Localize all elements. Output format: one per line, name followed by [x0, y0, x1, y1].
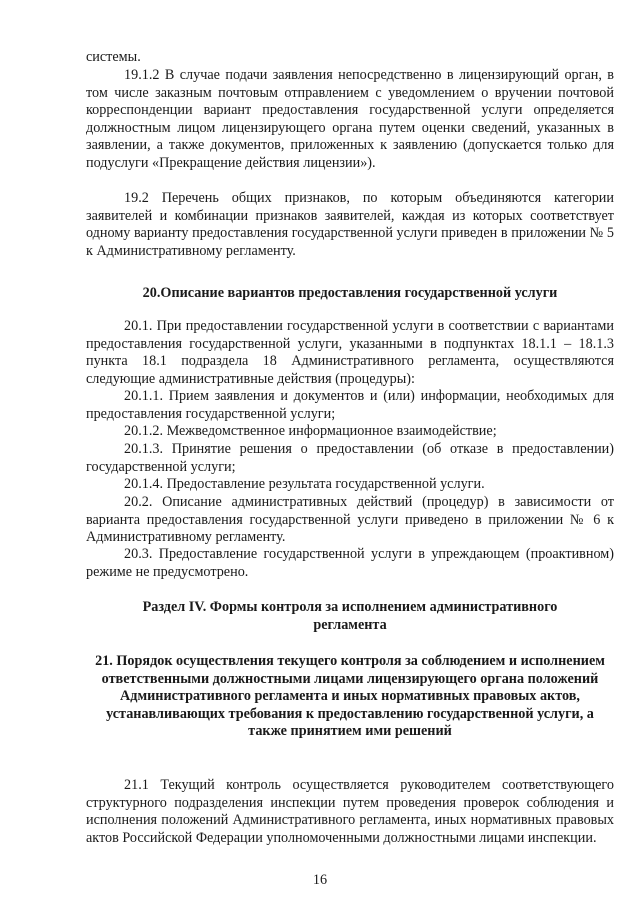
paragraph-20-3: 20.3. Предоставление государственной услуги в упреждающем (проактивном) режиме не предусмотрено.	[86, 546, 614, 580]
paragraph-20-2: 20.2. Описание административных действий (процедур) в зависимости от варианта предоставления государственной услуги приведено в приложении № 6 к Административному регламенту.	[86, 494, 614, 545]
paragraph-20-1-2: 20.1.2. Межведомственное информационное взаимодействие;	[124, 423, 497, 439]
paragraph-21-1: 21.1 Текущий контроль осуществляется руководителем соответствующего структурного подразделения инспекции путем проведения проверок соблюдения и исполнения положений Административного регламента, иных нормативных правовых актов Российской Федерации уполномоченными должностными лицами инспекции.	[86, 777, 614, 846]
paragraph-20-1: 20.1. При предоставлении государственной услуги в соответствии с вариантами предоставления государственной услуги, указанными в подпунктах 18.1.1 – 18.1.3 пункта 18.1 подраздела 18 Административного регламента, осуществляются следующие административные действия (процедуры):	[86, 318, 614, 387]
paragraph-20-1-4: 20.1.4. Предоставление результата государственной услуги.	[124, 476, 485, 492]
paragraph-continuation: системы.	[86, 49, 141, 65]
page-number: 16	[312, 872, 328, 888]
section-heading-razdel-4: Раздел IV. Формы контроля за исполнением административного регламента	[142, 599, 558, 633]
section-heading-20: 20.Описание вариантов предоставления государственной услуги	[142, 285, 558, 301]
paragraph-19-1-2: 19.1.2 В случае подачи заявления непосредственно в лицензирующий орган, в том числе заказным почтовым отправлением с уведомлением о вручении почтовой корреспонденции вариант предоставления государственной услуги определяется должностным лицом лицензирующего органа путем оценки сведений, указанных в заявлении, а также документов, приложенных к заявлению (допускается только для подуслуги «Прекращение действия лицензии»).	[86, 67, 614, 171]
paragraph-20-1-1: 20.1.1. Прием заявления и документов и (или) информации, необходимых для предоставления государственной услуги;	[86, 388, 614, 422]
section-heading-21: 21. Порядок осуществления текущего контроля за соблюдением и исполнением ответственными должностными лицами лицензирующего органа положений Административного регламента и иных нормативных правовых актов, устанавливающих требования к предоставлению государственной услуги, а также принятием ими решений	[95, 653, 605, 739]
paragraph-20-1-3: 20.1.3. Принятие решения о предоставлении (об отказе в предоставлении) государственной услуги;	[86, 441, 614, 475]
paragraph-19-2: 19.2 Перечень общих признаков, по которым объединяются категории заявителей и комбинации признаков заявителей, каждая из которых соответствует одному варианту предоставления государственной услуги приведен в приложении № 5 к Административному регламенту.	[86, 190, 614, 259]
